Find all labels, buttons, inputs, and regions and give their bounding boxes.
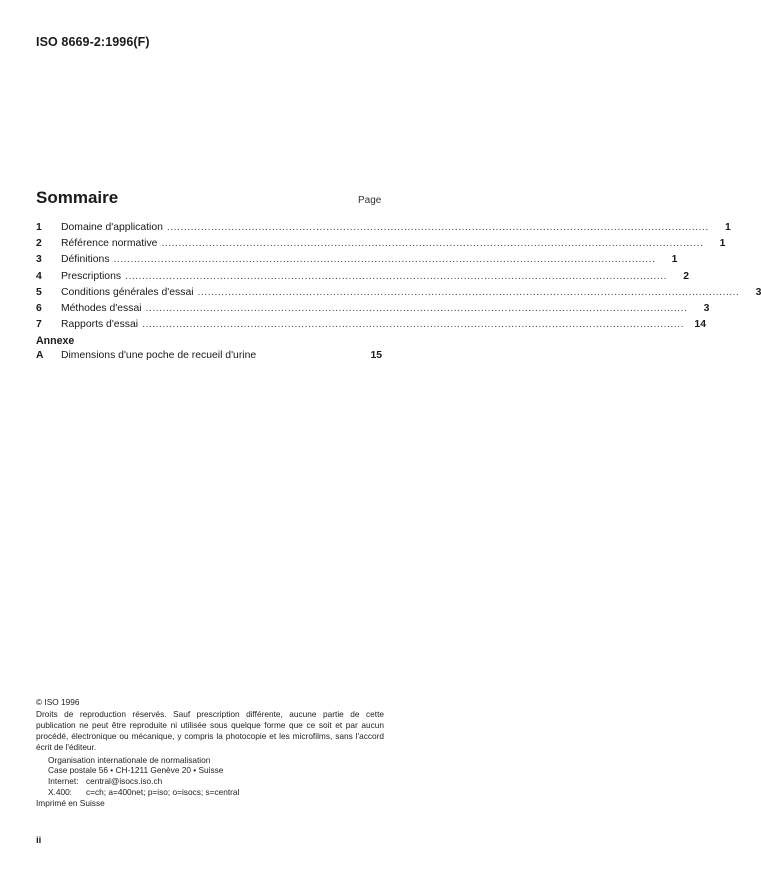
toc-entry-label: Prescriptions: [61, 270, 122, 282]
toc-entry-page: 1: [719, 238, 726, 250]
toc-entry-number: 3: [36, 254, 42, 266]
postal-address: Case postale 56 • CH-1211 Genève 20 • Suisse: [48, 765, 224, 776]
toc-entry-page: 1: [671, 254, 678, 266]
annex-heading: Annexe: [36, 335, 75, 348]
toc-page-label: Page: [358, 195, 382, 206]
toc-entry-number: A: [36, 350, 44, 362]
toc-entry-2[interactable]: [36, 238, 726, 254]
page-number: ii: [36, 835, 42, 846]
toc-entry-4[interactable]: [36, 270, 689, 287]
toc-annex-entry-a[interactable]: [36, 350, 382, 366]
internet-label: Internet:: [48, 776, 79, 787]
toc-entry-3[interactable]: [36, 254, 678, 270]
toc-entry-page: 15: [370, 350, 382, 362]
toc-entry-page: 1: [725, 222, 731, 233]
toc-leader-dots: ................................................................................................................................................................: [113, 254, 656, 266]
imprint-block: [36, 697, 384, 809]
toc-leader-dots: ................................................................................................................................................................: [142, 319, 684, 331]
organisation-name: Organisation internationale de normalisation: [48, 754, 211, 765]
toc-entry-number: 6: [36, 302, 42, 314]
toc-leader-dots: ................................................................................................................................................................: [125, 270, 667, 282]
toc-leader-dots: ................................................................................................................................................................: [166, 222, 709, 233]
printed-in: Imprimé en Suisse: [36, 798, 105, 809]
toc-entry-page: 3: [755, 286, 761, 298]
toc-title: Sommaire: [36, 188, 119, 207]
toc-entry-number: 1: [36, 222, 42, 233]
toc-entry-7[interactable]: [36, 319, 706, 335]
x400-address: c=ch; a=400net; p=iso; o=isocs; s=central: [86, 787, 240, 798]
toc-entry-page: 14: [694, 319, 706, 331]
toc-leader-dots: ................................................................................................................................................................: [161, 238, 704, 250]
toc-entry-label: Dimensions d'une poche de recueil d'urine: [61, 350, 257, 362]
toc-entry-number: 5: [36, 286, 42, 298]
toc-entry-number: 7: [36, 319, 42, 331]
toc-leader-dots: ................................................................................................................................................................: [145, 302, 688, 314]
x400-row: [48, 787, 384, 798]
toc-entry-label: Domaine d'application: [61, 222, 163, 233]
table-of-contents: [36, 222, 761, 367]
document-id: ISO 8669-2:1996(F): [36, 35, 150, 49]
toc-entry-1[interactable]: [36, 222, 731, 238]
toc-entry-label: Référence normative: [61, 238, 158, 250]
toc-entry-label: Définitions: [61, 254, 110, 266]
toc-entry-page: 3: [703, 302, 710, 314]
toc-entry-label: Conditions générales d'essai: [61, 286, 194, 298]
internet-address[interactable]: central@isocs.iso.ch: [86, 776, 163, 787]
toc-entry-label: Méthodes d'essai: [61, 302, 142, 314]
toc-leader-dots: ................................................................................................................................................................: [197, 286, 740, 298]
x400-label: X.400:: [48, 787, 72, 798]
copyright-line: © ISO 1996: [36, 697, 80, 707]
rights-notice: Droits de reproduction réservés. Sauf prescription différente, aucune partie de cette publication ne peut être reproduite ni utilisée sous quelque forme que ce soit et par aucun procédé, électronique ou mécanique, y compris la photocopie et les microfilms, sans l'accord écrit de l'éditeur.: [36, 708, 384, 752]
toc-entry-5[interactable]: [36, 286, 761, 303]
toc-entry-label: Rapports d'essai: [61, 319, 139, 331]
internet-row: [48, 776, 384, 787]
toc-entry-6[interactable]: [36, 302, 710, 319]
toc-entry-page: 2: [683, 270, 689, 282]
publisher-address: [36, 755, 384, 799]
toc-entry-number: 2: [36, 238, 42, 250]
toc-entry-number: 4: [36, 270, 42, 282]
